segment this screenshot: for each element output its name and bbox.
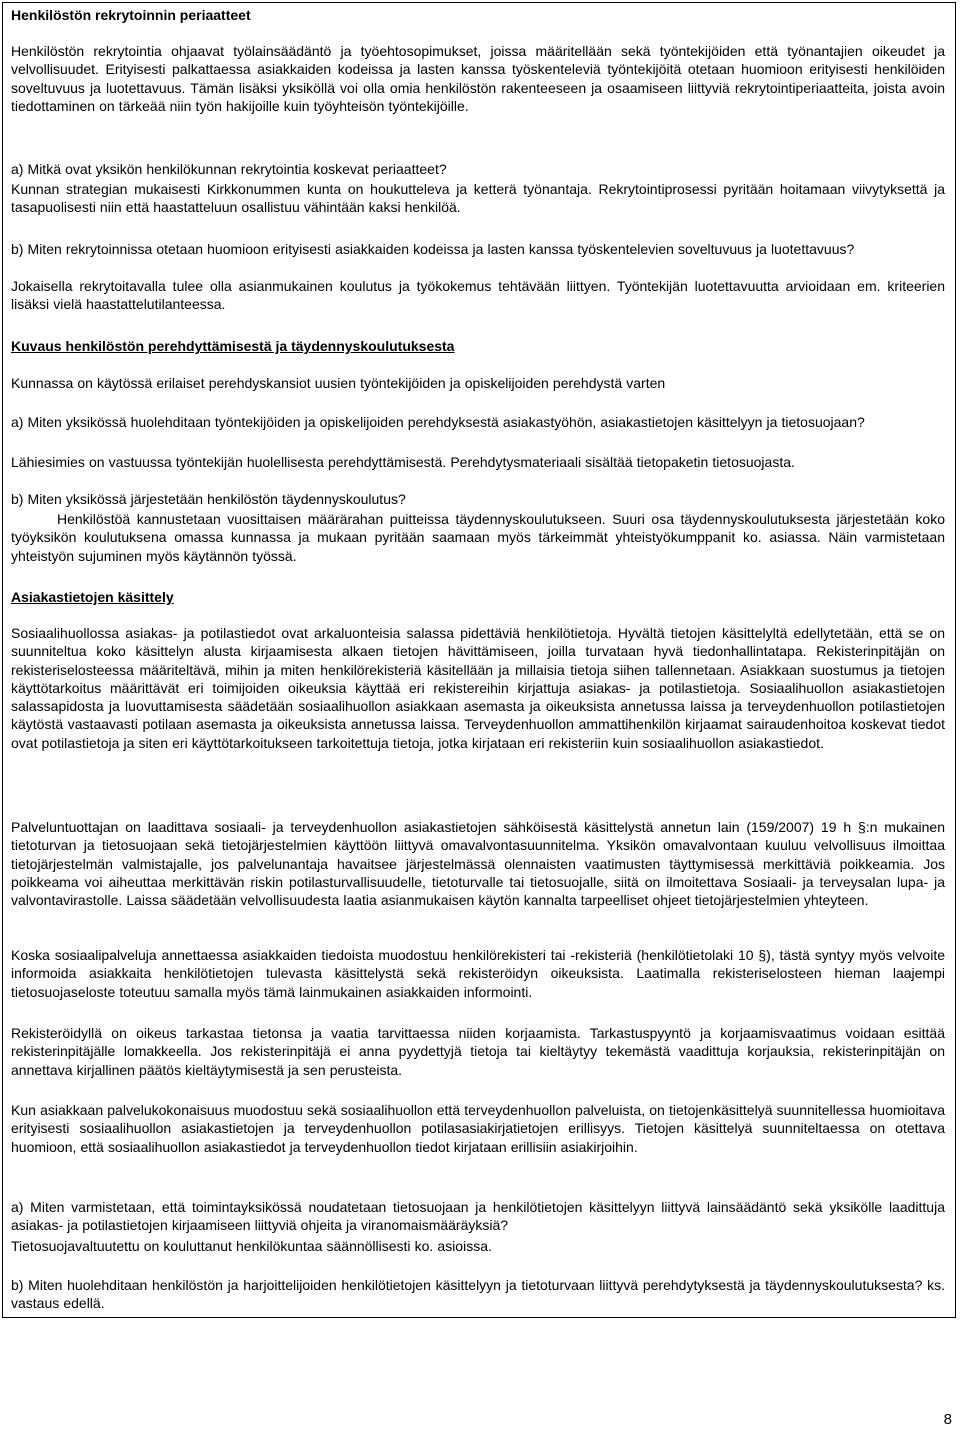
section-title-orientation: Kuvaus henkilöstön perehdyttämisestä ja täydennyskoulutuksesta: [11, 338, 455, 354]
recruitment-intro: Henkilöstön rekrytointia ohjaavat työlainsäädäntö ja työehtosopimukset, joissa määritellään sekä työntekijöiden että työnantajien oikeudet ja velvollisuudet. Erityisesti palkattaessa asiakkaiden kodeissa ja lasten kanssa työskenteleviä työntekijöitä otetaan huomioon erityisesti henkilöiden soveltuvuus ja luotettavuus. Tämän lisäksi yksiköllä voi olla omia henkilöstön rakenteeseen ja osaamiseen liittyviä rekrytointiperiaatteita, joista avoin tiedottaminen on tärkeää niin työn hakijoille kuin työyhteisön työntekijöille.: [11, 43, 945, 114]
orientation-answer-b: [11, 510, 945, 565]
section-title-records: Asiakastietojen käsittely: [11, 589, 174, 605]
section-title-recruitment: Henkilöstön rekrytoinnin periaatteet: [11, 7, 251, 23]
recruitment-question-b: b) Miten rekrytoinnissa otetaan huomioon erityisesti asiakkaiden kodeissa ja lasten kanssa työskentelevien soveltuvuus ja luotettavuus?: [11, 241, 855, 257]
records-paragraph-2: Palveluntuottajan on laadittava sosiaali- ja terveydenhuollon asiakastietojen sähköisestä käsittelystä annetun lain (159/2007) 19 h §:n mukainen tietoturvan ja tietosuojaan sekä tietojärjestelmien käyttöön liittyvä omavalvontasuunnitelma. Yksikön omavalvontaan kuuluu velvollisuus ilmoittaa tietojärjestelmän valmistajalle, jos palvelunantaja havaitsee järjestelmässä olennaisten vaatimusten täyttymisessä merkittäviä poikkeamia. Jos poikkeama voi aiheuttaa merkittävän riskin potilasturvallisuudelle, tietoturvalle tai tietosuojalle, siitä on ilmoitettava Sosiaali- ja terveysalan lupa- ja valvontavirastolle. Laissa säädetään velvollisuudesta laatia asianmukaisen käytön kannalta tarpeelliset ohjeet tietojärjestelmien yhteyteen.: [11, 819, 945, 909]
page-number: 8: [943, 1411, 952, 1428]
records-paragraph-1: Sosiaalihuollossa asiakas- ja potilastiedot ovat arkaluonteisia salassa pidettäviä henkilötietoja. Hyvältä tietojen käsittelyltä edellytetään, että se on suunniteltua koko käsittelyn alusta kirjaamisesta alkaen tietojen hävittämiseen, joilla turvataan hyvä tiedonhallintatapa. Rekisterinpitäjän on rekisteriselosteessa määriteltävä, mihin ja miten henkilörekisteriä käsitellään ja millaisia tietoja siihen tallennetaan. Asiakkaan suostumus ja tietojen käyttötarkoitus määrittävät eri toimijoiden oikeuksia käyttää eri rekistereihin kirjattuja asiakas- ja potilastietoja. Sosiaalihuollon asiakastietojen salassapidosta ja luovuttamisesta säädetään sosiaalihuollon asiakkaan asemasta ja oikeuksista annetussa laissa ja terveydenhuollon potilastietojen käytöstä vastaavasti potilaan asemasta ja oikeuksista annetussa laissa. Terveydenhuollon ammattihenkilön kirjaamat sairaudenhoitoa koskevat tiedot ovat potilastietoja ja siten eri käyttötarkoitukseen tarkoitettuja tietoja, jotka kirjataan eri rekisteriin kuin sosiaalihuollon asiakastiedot.: [11, 625, 945, 751]
orientation-answer-a: Lähiesimies on vastuussa työntekijän huolellisesta perehdyttämisestä. Perehdytysmateriaali sisältää tietopaketin tietosuojasta.: [11, 454, 795, 470]
orientation-question-a: a) Miten yksikössä huolehditaan työntekijöiden ja opiskelijoiden perehdyksestä asiakastyöhön, asiakastietojen käsittelyyn ja tietosuojaan?: [11, 414, 865, 430]
orientation-intro: Kunnassa on käytössä erilaiset perehdyskansiot uusien työntekijöiden ja opiskelijoiden perehdystä varten: [11, 375, 666, 391]
records-question-b: b) Miten huolehditaan henkilöstön ja harjoittelijoiden henkilötietojen käsittelyyn ja tietoturvaan liittyvä perehdytyksestä ja täydennyskoulutuksesta? ks. vastaus edellä.: [11, 1277, 945, 1312]
records-paragraph-3: Koska sosiaalipalveluja annettaessa asiakkaiden tiedoista muodostuu henkilörekisteri tai -rekisteriä (henkilötietolaki 10 §), tästä syntyy myös velvoite informoida asiakkaita henkilötietojen tulevasta käsittelystä sekä rekisteröidyn oikeuksista. Laatimalla rekisteriselosteen hieman laajempi tietosuojaseloste toteutuu samalla myös tämä lainmukainen asiakkaiden informointi.: [11, 947, 945, 1000]
recruitment-answer-a: Kunnan strategian mukaisesti Kirkkonummen kunta on houkutteleva ja ketterä työnantaja. Rekrytointiprosessi pyritään hoitamaan viivytyksettä ja tasapuolisesti niin että haastatteluun osallistuu vähintään kaksi henkilöä.: [11, 181, 945, 216]
records-paragraph-4: Rekisteröidyllä on oikeus tarkastaa tietonsa ja vaatia tarvittaessa niiden korjaamista. Tarkastuspyyntö ja korjaamisvaatimus voidaan esittää rekisterinpitäjälle lomakkeella. Jos rekisterinpitäjä ei anna pyydettyjä tietoja tai kieltäytyy tekemästä vaadittuja korjauksia, rekisterinpitäjän on annettava kirjallinen päätös kieltäytymisestä ja sen perusteista.: [11, 1025, 945, 1078]
recruitment-answer-b: Jokaisella rekrytoitavalla tulee olla asianmukainen koulutus ja työkokemus tehtävään liittyen. Työntekijän luotettavuutta arvioidaan em. kriteerien lisäksi vielä haastattelutilanteessa.: [11, 278, 945, 313]
recruitment-question-a: a) Mitkä ovat yksikön henkilökunnan rekrytointia koskevat periaatteet?: [11, 161, 447, 177]
records-paragraph-5: Kun asiakkaan palvelukokonaisuus muodostuu sekä sosiaalihuollon että terveydenhuollon palveluista, on tietojenkäsittelyä suunnitellessa huomioitava erityisesti sosiaalihuollon asiakastietojen ja terveydenhuollon potilasasiakirjatietojen erillisyys. Tietojen käsittelyä suunniteltaessa on otettava huomioon, että sosiaalihuollon asiakastiedot ja terveydenhuollon tiedot kirjataan erillisiin asiakirjoihin.: [11, 1102, 945, 1155]
records-question-a: a) Miten varmistetaan, että toimintayksikössä noudatetaan tietosuojaan ja henkilötietojen käsittelyyn liittyvä lainsäädäntö sekä yksikölle laadittuja asiakas- ja potilastietojen kirjaamiseen liittyviä ohjeita ja viranomaismääräyksiä?: [11, 1199, 945, 1234]
orientation-answer-b-text: Henkilöstöä kannustetaan vuosittaisen määrärahan puitteissa täydennyskoulutukseen. Suuri osa täydennyskoulutuksesta järjestetään koko työyksikön koulutuksena omassa kunnassa ja mukaan pyritään saamaan myös tärkeimmät yhteistyökumppanit ko. asiassa. Näin varmistetaan yhteistyön sujuminen myös käytännön työssä.: [11, 511, 945, 564]
records-answer-a: Tietosuojavaltuutettu on kouluttanut henkilökuntaa säännöllisesti ko. asioissa.: [11, 1238, 492, 1254]
orientation-question-b: b) Miten yksikössä järjestetään henkilöstön täydennyskoulutus?: [11, 491, 406, 507]
